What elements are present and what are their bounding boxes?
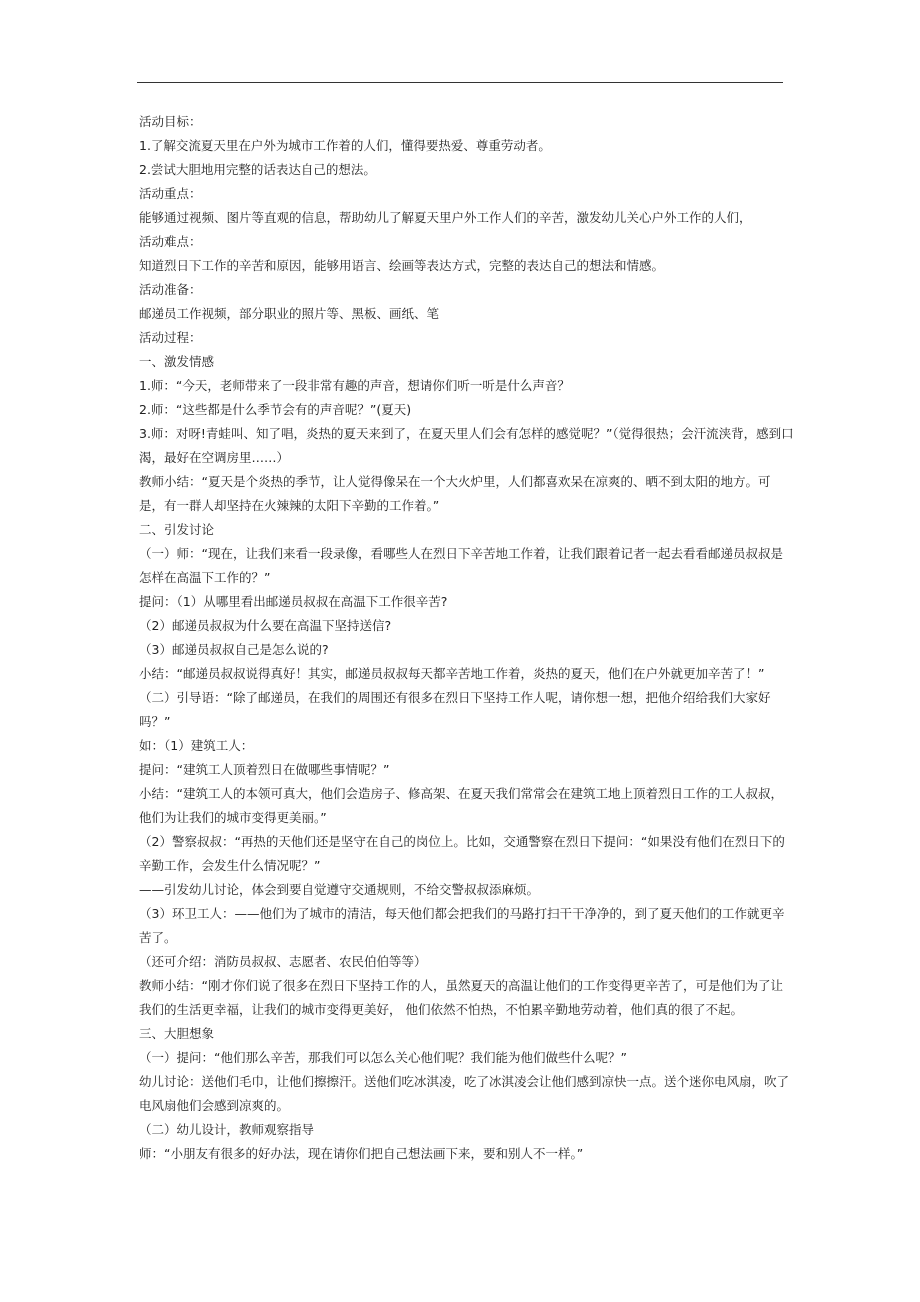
question-1: 提问：（1）从哪里看出邮递员叔叔在高温下工作很辛苦? [139, 594, 448, 609]
design-guidance: （二）幼儿设计，教师观察指导 [139, 1122, 315, 1137]
section-heading-focus: 活动重点： [139, 186, 202, 201]
process-step-3: 3.师：对呀!青蛙叫、知了唱，炎热的夏天来到了，在夏天里人们会有怎样的感觉呢？”（觉得很热；会汗流浃背，感到口渴，最好在空调房里……） [139, 426, 794, 465]
example-builder: 如：（1）建筑工人： [139, 738, 254, 753]
section-heading-process: 活动过程： [139, 330, 202, 345]
discussion-traffic: ——引发幼儿讨论，体会到要自觉遵守交通规则，不给交警叔叔添麻烦。 [139, 882, 540, 897]
summary-builder: 小结：“建筑工人的本领可真大，他们会造房子、修高架、在夏天我们常常会在建筑工地上顶着烈日工作的工人叔叔，他们为让我们的城市变得更美丽。” [139, 786, 783, 825]
goal-item-2: 2.尝试大胆地用完整的话表达自己的想法。 [139, 162, 376, 177]
discussion-2: （二）引导语：“除了邮递员，在我们的周围还有很多在烈日下坚持工作人呢，请你想一想，把他介绍给我们大家好吗？” [139, 690, 771, 729]
section-heading-goals: 活动目标： [139, 114, 202, 129]
part-heading-3: 三、大胆想象 [139, 1026, 215, 1041]
question-2: （2）邮递员叔叔为什么要在高温下坚持送信? [139, 618, 392, 633]
section-heading-difficulty: 活动难点： [139, 234, 202, 249]
teacher-summary-2: 教师小结：“刚才你们说了很多在烈日下坚持工作的人，虽然夏天的高温让他们的工作变得更辛苦了，可是他们为了让我们的生活更幸福，让我们的城市变得更美好， 他们依然不怕热，不怕累辛勤地劳动着，他们真的很了不起。 [139, 978, 783, 1017]
more-examples: （还可介绍：消防员叔叔、志愿者、农民伯伯等等） [139, 954, 427, 969]
example-sanitation: （3）环卫工人：——他们为了城市的清洁，每天他们都会把我们的马路打扫干干净净的，到了夏天他们的工作就更辛苦了。 [139, 906, 785, 945]
section-heading-preparation: 活动准备： [139, 282, 202, 297]
discussion-1: （一）师：“现在，让我们来看一段录像，看哪些人在烈日下辛苦地工作着，让我们跟着记者一起去看看邮递员叔叔是怎样在高温下工作的？” [139, 546, 783, 585]
question-3: （3）邮递员叔叔自己是怎么说的? [139, 642, 329, 657]
focus-text: 能够通过视频、图片等直观的信息，帮助幼儿了解夏天里户外工作人们的辛苦，激发幼儿关心户外工作的人们， [139, 210, 752, 225]
process-step-1: 1.师：“今天，老师带来了一段非常有趣的声音，想请你们听一听是什么声音？ [139, 378, 570, 393]
part-heading-2: 二、引发讨论 [139, 522, 215, 537]
header-rule [137, 82, 783, 83]
document-body [139, 110, 795, 1166]
part-heading-1: 一、激发情感 [139, 354, 215, 369]
teacher-summary-1: 教师小结：“夏天是个炎热的季节，让人觉得像呆在一个大火炉里，人们都喜欢呆在凉爽的、晒不到太阳的地方。可是，有一群人却坚持在火辣辣的太阳下辛勤的工作着。” [139, 474, 771, 513]
difficulty-text: 知道烈日下工作的辛苦和原因，能够用语言、绘画等表达方式，完整的表达自己的想法和情感。 [139, 258, 665, 273]
process-step-2: 2.师：“这些都是什么季节会有的声音呢？”(夏天) [139, 402, 412, 417]
teacher-closing: 师：“小朋友有很多的好办法，现在请你们把自己想法画下来，要和别人不一样。” [139, 1146, 584, 1161]
question-builder: 提问：“建筑工人顶着烈日在做哪些事情呢？” [139, 762, 390, 777]
goal-item-1: 1.了解交流夏天里在户外为城市工作着的人们，懂得要热爱、尊重劳动者。 [139, 138, 551, 153]
example-police: （2）警察叔叔：“再热的天他们还是坚守在自己的岗位上。比如，交通警察在烈日下提问：“如果没有他们在烈日下的辛勤工作，会发生什么情况呢？” [139, 834, 785, 873]
child-discussion: 幼儿讨论：送他们毛巾，让他们擦擦汗。送他们吃冰淇凌，吃了冰淇凌会让他们感到凉快一点。送个迷你电风扇，吹了电风扇他们会感到凉爽的。 [139, 1074, 790, 1113]
preparation-text: 邮递员工作视频，部分职业的照片等、黑板、画纸、笔 [139, 306, 440, 321]
summary-postman: 小结：“邮递员叔叔说得真好！其实，邮递员叔叔每天都辛苦地工作着，炎热的夏天，他们在户外就更加辛苦了！” [139, 666, 765, 681]
imagine-question: （一）提问：“他们那么辛苦，那我们可以怎么关心他们呢？我们能为他们做些什么呢？” [139, 1050, 627, 1065]
